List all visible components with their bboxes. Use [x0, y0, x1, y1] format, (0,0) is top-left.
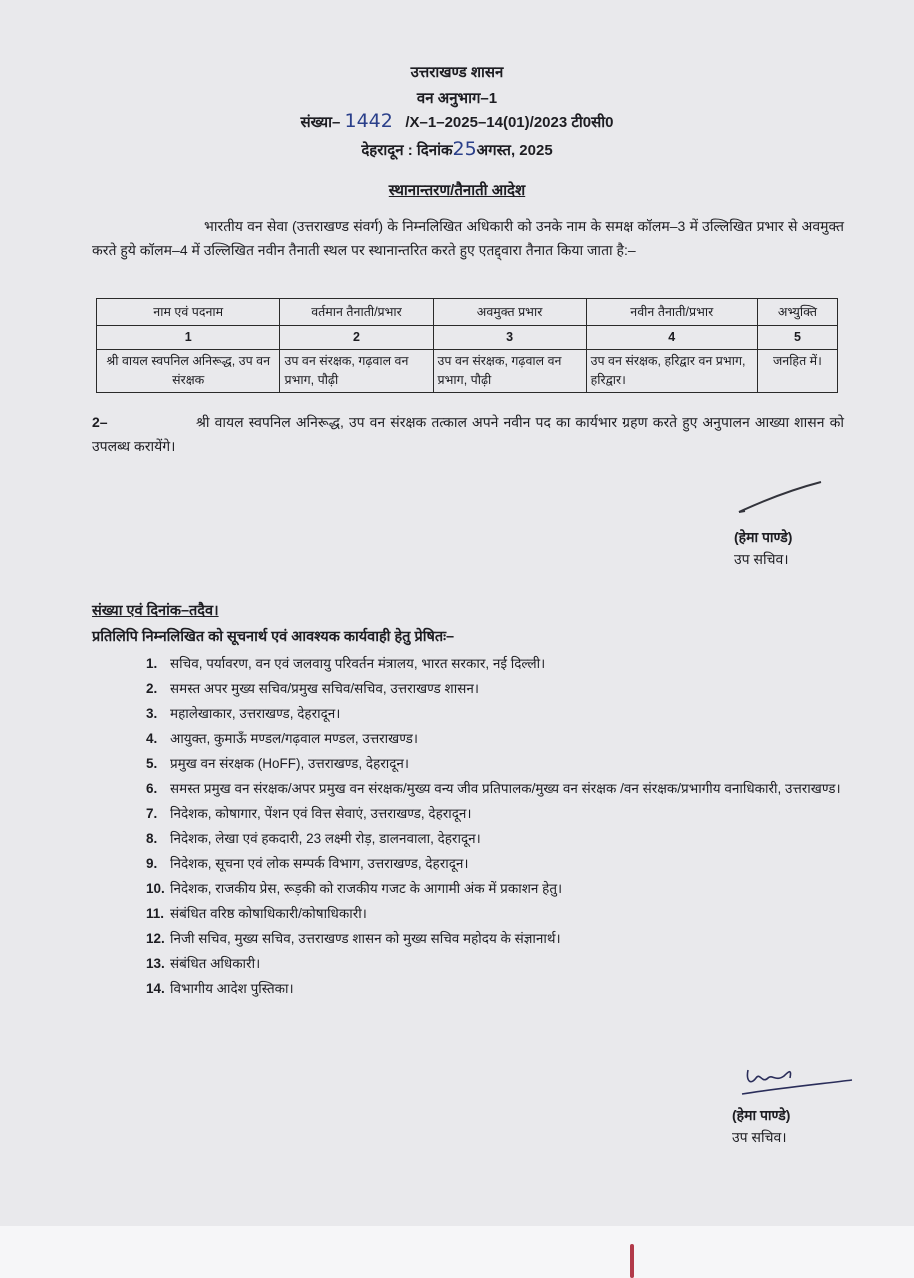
list-item — [146, 826, 846, 851]
column-number-row — [97, 326, 838, 350]
item-text: समस्त अपर मुख्य सचिव/प्रमुख सचिव/सचिव, उत्तराखण्ड शासन। — [170, 681, 479, 696]
table-header-row — [97, 299, 838, 326]
paragraph-2 — [92, 410, 844, 458]
date-prefix: देहरादून : दिनांक — [361, 142, 453, 159]
government-name: उत्तराखण्ड शासन — [410, 64, 504, 81]
list-item — [146, 676, 846, 701]
section-name: वन अनुभाग–1 — [416, 90, 498, 107]
para-number: 2– — [92, 414, 108, 430]
list-item — [146, 876, 846, 901]
col-number: 2 — [280, 326, 433, 350]
signature-block-1 — [734, 526, 792, 570]
item-text: प्रमुख वन संरक्षक (HoFF), उत्तराखण्ड, देहरादून। — [170, 756, 410, 771]
col-header: वर्तमान तैनाती/प्रभार — [280, 299, 433, 326]
item-number: 11. — [146, 906, 165, 921]
col-number: 5 — [757, 326, 837, 350]
officer-name-cell: श्री वायल स्वपनिल अनिरूद्ध, उप वन संरक्षक — [97, 350, 280, 393]
list-item — [146, 951, 846, 976]
col-header: अवमुक्त प्रभार — [433, 299, 586, 326]
signatory-designation: उप सचिव। — [734, 551, 789, 567]
item-number: 8. — [146, 831, 158, 846]
item-number: 4. — [146, 731, 158, 746]
list-item — [146, 701, 846, 726]
list-item — [146, 651, 846, 676]
signatory-name: (हेमा पाण्डे) — [732, 1107, 791, 1123]
item-number: 10. — [146, 881, 165, 896]
new-posting-cell: उप वन संरक्षक, हरिद्वार वन प्रभाग, हरिद्वार। — [586, 350, 757, 393]
relieved-charge-cell: उप वन संरक्षक, गढ़वाल वन प्रभाग, पौढ़ी — [433, 350, 586, 393]
table-row — [97, 350, 838, 393]
item-number: 2. — [146, 681, 158, 696]
item-text: निदेशक, लेखा एवं हकदारी, 23 लक्ष्मी रोड़, डालनवाला, देहरादून। — [170, 831, 481, 846]
list-item — [146, 851, 846, 876]
item-number: 6. — [146, 781, 158, 796]
page-bottom-band — [0, 1226, 914, 1278]
ref-prefix: संख्या– — [300, 114, 341, 131]
intro-paragraph: भारतीय वन सेवा (उत्तराखण्ड संवर्ग) के निम्नलिखित अधिकारी को उनके नाम के समक्ष कॉलम–3 में उल्लिखित प्रभार से अवमुक्त करते हुये कॉलम–4 में उल्लिखित नवीन तैनाती स्थल पर स्थानान्तरित करते हुए एतद्द्वारा तैनात किया जाता है:– — [92, 218, 844, 258]
signatory-name: (हेमा पाण्डे) — [734, 529, 793, 545]
list-item — [146, 726, 846, 751]
list-item — [146, 926, 846, 951]
red-ink-mark — [630, 1244, 634, 1278]
item-text: निदेशक, सूचना एवं लोक सम्पर्क विभाग, उत्तराखण्ड, देहरादून। — [170, 856, 469, 871]
date-day-handwritten: 25 — [452, 138, 477, 160]
order-date — [0, 138, 914, 160]
order-title: स्थानान्तरण/तैनाती आदेश — [388, 182, 526, 199]
col-header: नाम एवं पदनाम — [97, 299, 280, 326]
list-item — [146, 776, 846, 801]
col-number: 4 — [586, 326, 757, 350]
col-number: 3 — [433, 326, 586, 350]
copy-recipients-list — [146, 651, 846, 1001]
item-text: संबंधित वरिष्ठ कोषाधिकारी/कोषाधिकारी। — [170, 906, 367, 921]
ref-number-handwritten: 1442 — [344, 110, 393, 132]
item-text: संबंधित अधिकारी। — [170, 956, 261, 971]
list-item — [146, 801, 846, 826]
item-number: 1. — [146, 656, 158, 671]
copy-intro: प्रतिलिपि निम्नलिखित को सूचनार्थ एवं आवश्यक कार्यवाही हेतु प्रेषितः– — [92, 629, 455, 645]
current-posting-cell: उप वन संरक्षक, गढ़वाल वन प्रभाग, पौढ़ी — [280, 350, 433, 393]
item-number: 5. — [146, 756, 158, 771]
item-text: सचिव, पर्यावरण, वन एवं जलवायु परिवर्तन मंत्रालय, भारत सरकार, नई दिल्ली। — [170, 656, 546, 671]
item-text: निजी सचिव, मुख्य सचिव, उत्तराखण्ड शासन को मुख्य सचिव महोदय के संज्ञानार्थ। — [170, 931, 561, 946]
col-header: नवीन तैनाती/प्रभार — [586, 299, 757, 326]
signature-2-scribble — [740, 1064, 855, 1100]
ref-suffix: /X–1–2025–14(01)/2023 टी0सी0 — [405, 114, 614, 131]
date-suffix: अगस्त, 2025 — [476, 142, 553, 159]
list-item — [146, 976, 846, 1001]
remarks-cell: जनहित में। — [757, 350, 837, 393]
para-text: श्री वायल स्वपनिल अनिरूद्ध, उप वन संरक्षक तत्काल अपने नवीन पद का कार्यभार ग्रहण करते हुए अनुपालन आख्या शासन को उपलब्ध करायेंगे। — [92, 414, 844, 454]
signature-1-scribble — [735, 478, 825, 518]
copy-ref-line: संख्या एवं दिनांक–तदैव। — [92, 603, 219, 619]
posting-table — [96, 298, 838, 393]
item-text: समस्त प्रमुख वन संरक्षक/अपर प्रमुख वन संरक्षक/मुख्य वन्य जीव प्रतिपालक/मुख्य वन संरक्षक /वन संरक्षक/प्रभागीय वनाधिकारी, उत्तराखण्ड। — [170, 781, 841, 796]
item-text: निदेशक, कोषागार, पेंशन एवं वित्त सेवाएं, उत्तराखण्ड, देहरादून। — [170, 806, 472, 821]
item-number: 14. — [146, 981, 165, 996]
item-text: विभागीय आदेश पुस्तिका। — [170, 981, 294, 996]
item-number: 9. — [146, 856, 158, 871]
item-number: 7. — [146, 806, 158, 821]
reference-number — [0, 110, 914, 132]
col-header: अभ्युक्ति — [757, 299, 837, 326]
list-item — [146, 901, 846, 926]
item-text: निदेशक, राजकीय प्रेस, रूड़की को राजकीय गजट के आगामी अंक में प्रकाशन हेतु। — [170, 881, 563, 896]
item-text: महालेखाकार, उत्तराखण्ड, देहरादून। — [170, 706, 341, 721]
item-number: 3. — [146, 706, 158, 721]
col-number: 1 — [97, 326, 280, 350]
item-text: आयुक्त, कुमाऊँ मण्डल/गढ़वाल मण्डल, उत्तराखण्ड। — [170, 731, 418, 746]
item-number: 12. — [146, 931, 165, 946]
list-item — [146, 751, 846, 776]
item-number: 13. — [146, 956, 165, 971]
signature-block-2 — [732, 1104, 790, 1148]
signatory-designation: उप सचिव। — [732, 1129, 787, 1145]
